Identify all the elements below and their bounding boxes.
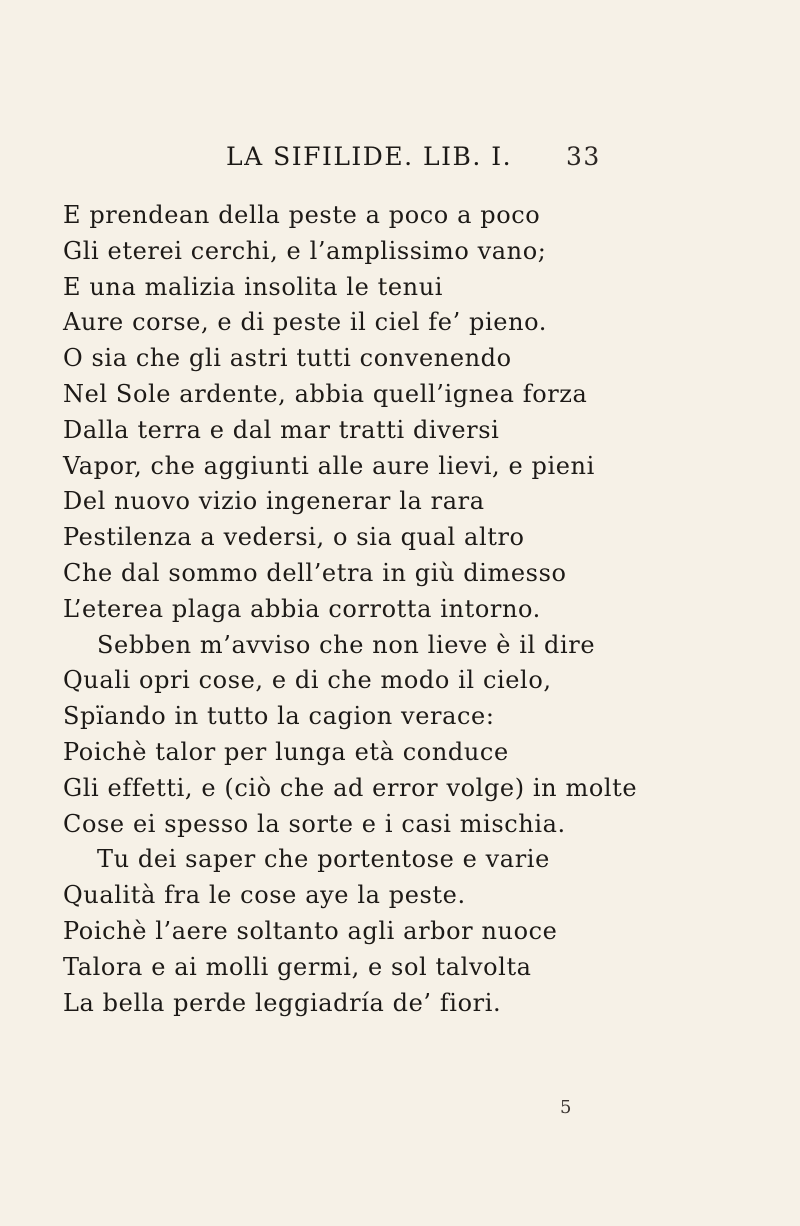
verse-line: Gli effetti, e (ciò che ad error volge) in molte — [63, 773, 638, 802]
verse-line: Qualità fra le cose aye la peste. — [63, 881, 466, 910]
verse-line: Aure corse, e di peste il ciel fe’ pieno. — [63, 308, 547, 337]
verse-line: Quali opri cose, e di che modo il cielo, — [63, 666, 552, 695]
verse-line: Tu dei saper che portentose e varie — [97, 845, 550, 874]
verse-line: Poichè l’aere soltanto agli arbor nuoce — [63, 916, 558, 945]
verse-line: Del nuovo vizio ingenerar la rara — [63, 487, 485, 516]
verse-line: Vapor, che aggiunti alle aure lievi, e pieni — [63, 451, 595, 480]
verse-line: O sia che gli astri tutti convenendo — [63, 344, 512, 373]
verse-line: Pestilenza a vedersi, o sia qual altro — [63, 523, 525, 552]
verse-line: L’eterea plaga abbia corrotta intorno. — [63, 594, 541, 623]
signature-mark: 5 — [560, 1097, 572, 1118]
verse-line: Spïando in tutto la cagion verace: — [63, 702, 495, 731]
running-header — [0, 142, 800, 172]
verse-line: E una malizia insolita le tenui — [63, 272, 444, 301]
page-number: 33 — [566, 142, 601, 171]
verse-line: La bella perde leggiadría de’ fiori. — [63, 988, 502, 1017]
chapter-title: LA SIFILIDE. LIB. I. — [226, 142, 513, 171]
verse-line: Gli eterei cerchi, e l’amplissimo vano; — [63, 236, 547, 265]
verse-line: Talora e ai molli germi, e sol talvolta — [63, 952, 532, 981]
verse-line: Nel Sole ardente, abbia quell’ignea forza — [63, 379, 588, 408]
verse-line: E prendean della peste a poco a poco — [63, 201, 541, 229]
verse-line: Poichè talor per lunga età conduce — [63, 737, 509, 766]
poem-text — [63, 198, 763, 1021]
verse-line: Che dal sommo dell’etra in giù dimesso — [63, 558, 567, 587]
verse-line: Cose ei spesso la sorte e i casi mischia. — [63, 809, 566, 838]
verse-line: Dalla terra e dal mar tratti diversi — [63, 415, 500, 444]
verse-line: Sebben m’avviso che non lieve è il dire — [97, 630, 596, 659]
